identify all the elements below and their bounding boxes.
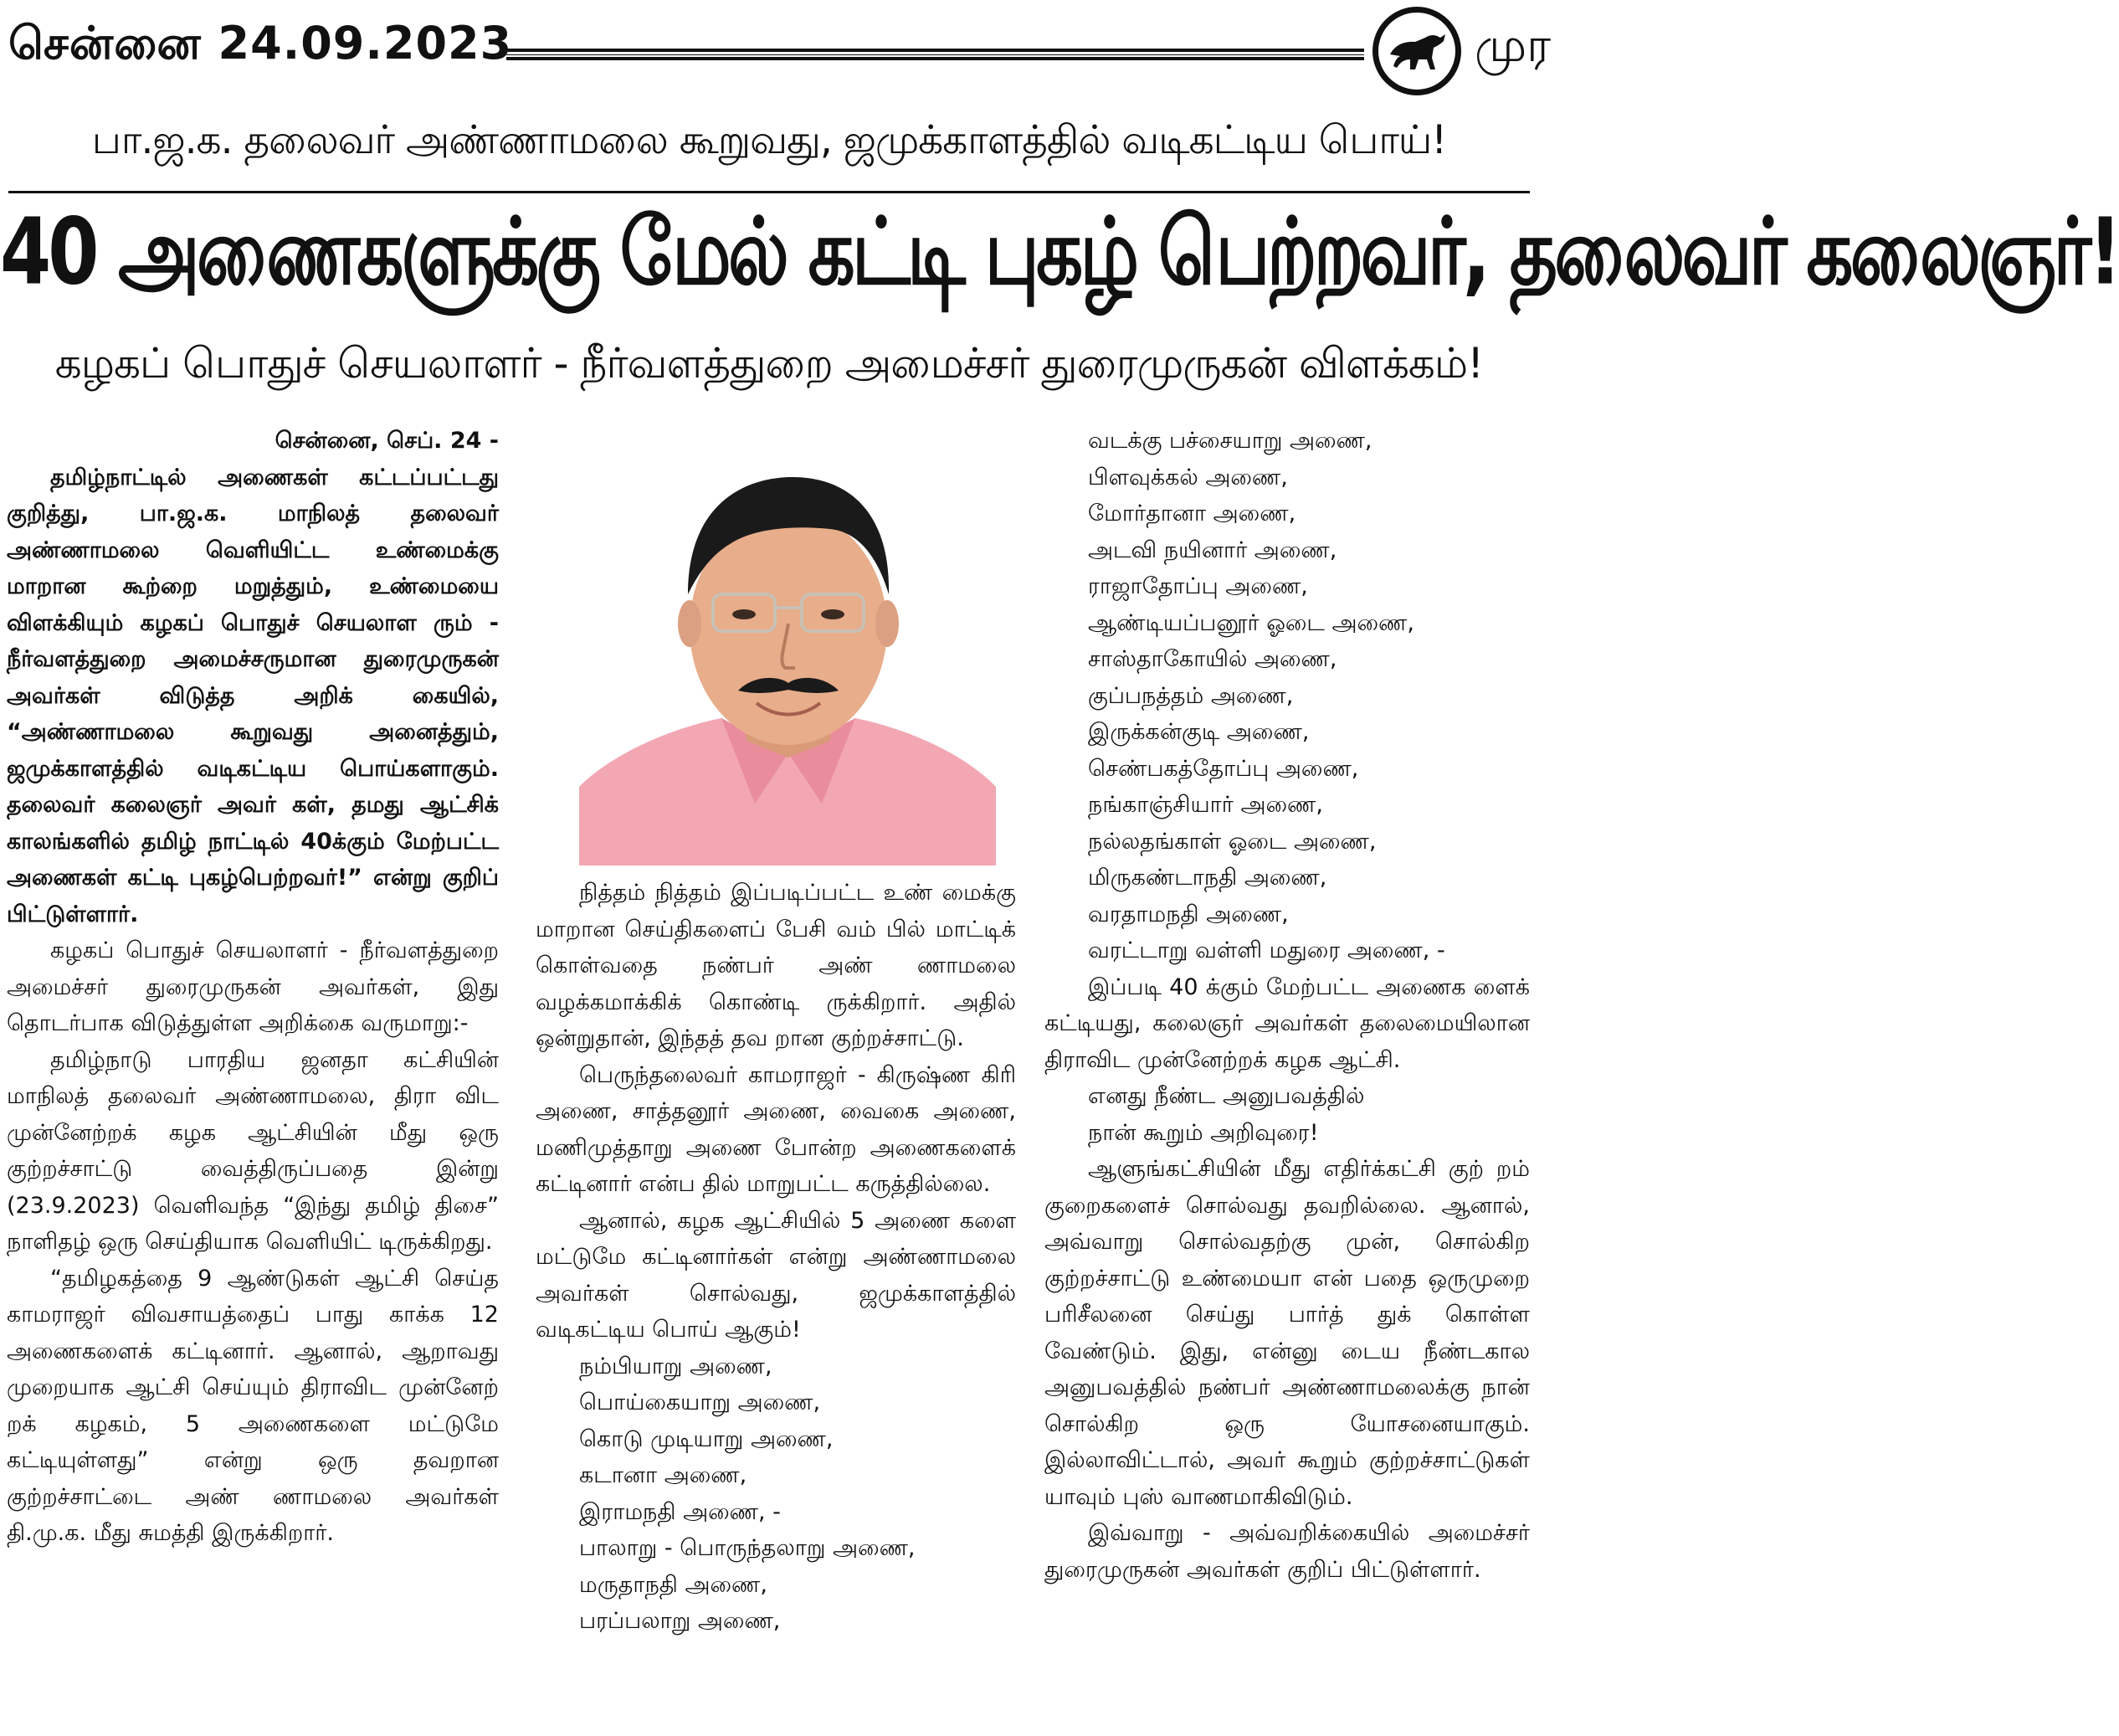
paragraph: இப்படி 40 க்கும் மேற்பட்ட அணைக ளைக் கட்டியது, கலைஞர் அவர்கள் தலைமையிலான திராவிட முன்னேற்றக் கழக ஆட்சி. bbox=[1044, 973, 1530, 1073]
dam-list-item: மோர்தானா அணை, bbox=[1088, 501, 1296, 526]
dam-list-item: குப்பநத்தம் அணை, bbox=[1088, 682, 1294, 709]
dam-list-item: வரட்டாறு வள்ளி மதுரை அணை, - bbox=[1088, 937, 1445, 963]
lead-paragraph: தமிழ்நாட்டில் அணைகள் கட்டப்பட்டது குறித்து, பா.ஜ.க. மாநிலத் தலைவர் அண்ணாமலை வெளியிட்ட உண்மைக்கு மாறான கூற்றை மறுத்தும், உண்மையை விளக்கியும் கழகப் பொதுச் செயலாள ரும் - நீர்வளத்துறை அமைச்சருமான துரைமுருகன் அவர்கள் விடுத்த அறிக் கையில், “அண்ணாமலை கூறுவது அனைத்தும், ஜமுக்காளத்தில் வடிகட்டிய பொய்களாகும். தலைவர் கலைஞர் அவர் கள், தமது ஆட்சிக் காலங்களில் தமிழ் நாட்டில் 40க்கும் மேற்பட்ட அணைகள் கட்டி புகழ்பெற்றவர்!” என்று குறிப் பிட்டுள்ளார். bbox=[7, 464, 499, 927]
headline: 40 அணைகளுக்கு மேல் கட்டி புகழ் பெற்றவர், தலைவர் கலைஞர்! bbox=[0, 198, 2119, 306]
dam-list-item: கடானா அணை, bbox=[579, 1462, 747, 1488]
dam-list-item: வரதாமநதி அணை, bbox=[1088, 901, 1289, 927]
article-column-2 bbox=[536, 875, 1016, 1640]
article-column-3 bbox=[1044, 423, 1530, 1588]
dam-list-item: நம்பியாறு அணை, bbox=[579, 1353, 772, 1379]
city-date: சென்னை 24.09.2023 bbox=[8, 17, 513, 69]
subheading: நான் கூறும் அறிவுரை! bbox=[1088, 1119, 1319, 1146]
paper-name: முர bbox=[1475, 18, 1552, 73]
article-column-1 bbox=[7, 423, 499, 1552]
dam-list-item: சாஸ்தாகோயில் அணை, bbox=[1088, 646, 1337, 672]
dam-list-item: கொடு முடியாறு அணை, bbox=[579, 1425, 834, 1452]
paragraph: இவ்வாறு - அவ்வறிக்கையில் அமைச்சர் துரைமுருகன் அவர்கள் குறிப் பிட்டுள்ளார். bbox=[1044, 1520, 1530, 1583]
dam-list-item: நல்லதங்காள் ஓடை அணை, bbox=[1088, 828, 1377, 855]
dam-list-item: பொய்கையாறு அணை, bbox=[579, 1389, 821, 1415]
masthead bbox=[0, 0, 1552, 109]
dam-list-item: வடக்கு பச்சையாறு அணை, bbox=[1088, 428, 1372, 454]
dam-list-item: ராஜாதோப்பு அணை, bbox=[1088, 573, 1308, 599]
portrait-photo bbox=[579, 452, 996, 865]
dam-list-item: செண்பகத்தோப்பு அணை, bbox=[1088, 755, 1359, 782]
paragraph: “தமிழகத்தை 9 ஆண்டுகள் ஆட்சி செய்த காமராஜர் விவசாயத்தைப் பாது காக்க 12 அணைகளைக் கட்டினார். ஆனால், ஆறாவது முறையாக ஆட்சி செய்யும் திராவிட முன்னேற் றக் கழகம், 5 அணைகளை மட்டுமே கட்டியுள்ளது” என்று ஒரு தவறான குற்றச்சாட்டை அண் ணாமலை அவர்கள் தி.மு.க. மீது சுமத்தி இருக்கிறார். bbox=[7, 1265, 499, 1546]
paragraph: கழகப் பொதுச் செயலாளர் - நீர்வளத்துறை அமைச்சர் துரைமுருகன் அவர்கள், இது தொடர்பாக விடுத்துள்ள அறிக்கை வருமாறு:- bbox=[7, 937, 499, 1036]
subheading: எனது நீண்ட அனுபவத்தில் bbox=[1088, 1083, 1365, 1109]
paragraph: ஆளுங்கட்சியின் மீது எதிர்க்கட்சி குற் றம் குறைகளைச் சொல்வது தவறில்லை. ஆனால், அவ்வாறு சொல்வதற்கு முன், சொல்கிற குற்றச்சாட்டு உண்மையா என் பதை ஒருமுறை பரிசீலனை செய்து பார்த் துக் கொள்ள வேண்டும். இது, என்னு டைய நீண்டகால அனுபவத்தில் நண்பர் அண்ணாமலைக்கு நான் சொல்கிற ஒரு யோசனையாகும். இல்லாவிட்டால், அவர் கூறும் குற்றச்சாட்டுகள் யாவும் புஸ் வாணமாகிவிடும். bbox=[1044, 1156, 1530, 1510]
dam-list-item: அடவி நயினார் அணை, bbox=[1088, 537, 1337, 563]
masthead-rule bbox=[506, 49, 1364, 60]
paragraph: பெருந்தலைவர் காமராஜர் - கிருஷ்ண கிரி அணை, சாத்தனூர் அணை, வைகை அணை, மணிமுத்தாறு அணை போன்ற அணைகளைக் கட்டினார் என்ப தில் மாறுபட்ட கருத்தில்லை. bbox=[536, 1061, 1016, 1197]
dam-list-item: ஆண்டியப்பனூர் ஓடை அணை, bbox=[1088, 609, 1414, 636]
dam-list-item: மிருகண்டாநதி அணை, bbox=[1088, 865, 1327, 891]
dateline: சென்னை, செப். 24 - bbox=[274, 428, 499, 454]
dam-list-item: பிளவுக்கல் அணை, bbox=[1088, 464, 1288, 490]
dam-list-item: மருதாநதி அணை, bbox=[579, 1571, 767, 1598]
paragraph: தமிழ்நாடு பாரதிய ஜனதா கட்சியின் மாநிலத் தலைவர் அண்ணாமலை, திரா விட முன்னேற்றக் கழக ஆட்சியின் மீது ஒரு குற்றச்சாட்டு வைத்திருப்பதை இன்று (23.9.2023) வெளிவந்த “இந்து தமிழ் திசை” நாளிதழ் ஒரு செய்தியாக வெளியிட் டிருக்கிறது. bbox=[7, 1046, 499, 1255]
subheadline: கழகப் பொதுச் செயலாளர் - நீர்வளத்துறை அமைச்சர் துரைமுருகன் விளக்கம்! bbox=[54, 339, 1484, 388]
paragraph: நித்தம் நித்தம் இப்படிப்பட்ட உண் மைக்கு மாறான செய்திகளைப் பேசி வம் பில் மாட்டிக் கொள்வதை நண்பர் அண் ணாமலை வழக்கமாக்கிக் கொண்டி ருக்கிறார். அதில் ஒன்றுதான், இந்தத் தவ றான குற்றச்சாட்டு. bbox=[536, 880, 1016, 1051]
dam-list-item: பரப்பலாறு அணை, bbox=[579, 1608, 781, 1634]
bull-logo-icon bbox=[1372, 7, 1461, 95]
paragraph: ஆனால், கழக ஆட்சியில் 5 அணை களை மட்டுமே கட்டினார்கள் என்று அண்ணாமலை அவர்கள் சொல்வது, ஜமுக்காளத்தில் வடிகட்டிய பொய் ஆகும்! bbox=[536, 1207, 1016, 1343]
dam-list-item: நங்காஞ்சியார் அணை, bbox=[1088, 792, 1323, 818]
dam-list-item: பாலாறு - பொருந்தலாறு அணை, bbox=[579, 1535, 916, 1561]
dam-list-item: இருக்கன்குடி அணை, bbox=[1088, 719, 1310, 745]
kicker-line: பா.ஜ.க. தலைவர் அண்ணாமலை கூறுவது, ஜமுக்காளத்தில் வடிகட்டிய பொய்! bbox=[91, 117, 1447, 163]
dam-list-item: இராமநதி அணை, - bbox=[579, 1498, 781, 1525]
kicker-rule bbox=[8, 191, 1530, 193]
